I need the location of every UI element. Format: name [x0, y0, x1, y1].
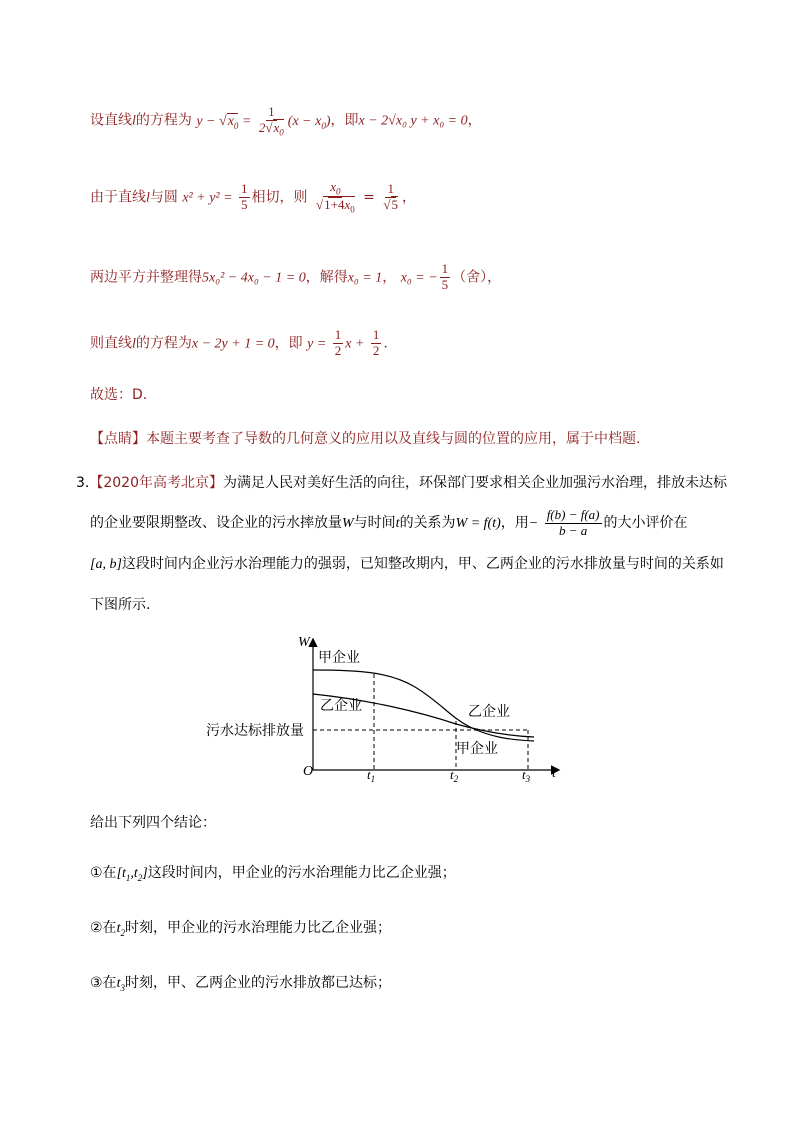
- solution-line-4: 则直线l的方程为x − 2y + 1 = 0，即 y = $\frac{1}{2}$ x + $\frac{1}{2}$ .: [90, 327, 388, 358]
- interval: [a, b]: [90, 557, 122, 572]
- slope-form: y =: [307, 336, 327, 352]
- text: 与时间: [353, 515, 396, 531]
- note-text: 本题主要考查了导数的几何意义的应用以及直线与圆的位置的应用，属于中档题.: [146, 431, 641, 447]
- text: ，: [467, 112, 482, 129]
- half-fraction: $\frac{1}{2}$: [334, 327, 342, 358]
- origin-label: O: [303, 764, 314, 779]
- text: ，解得: [305, 269, 348, 286]
- var-l: l: [146, 190, 150, 206]
- text: ，: [382, 269, 397, 286]
- solution-line-3: [90, 262, 501, 293]
- series-yi-label: 乙企业: [320, 698, 362, 714]
- series-jia-label-right: 甲企业: [456, 741, 498, 757]
- y-axis-label: W: [298, 635, 310, 650]
- text: ③在: [90, 975, 117, 991]
- q3-line-3: [76, 544, 736, 585]
- line-equation: x − 2y + 1 = 0: [191, 336, 275, 352]
- text: 的方程为: [135, 112, 192, 129]
- solution-line-1: [90, 105, 482, 138]
- text: 的企业要限期整改、设企业的污水摔放量: [90, 515, 342, 531]
- text: 设直线: [90, 112, 132, 129]
- q3-line-4: [76, 585, 736, 625]
- text: ，即: [274, 335, 303, 352]
- tick-t1: $t_1$: [367, 767, 376, 782]
- solution-1: x₀ = 1: [347, 270, 383, 286]
- text: 下图所示.: [90, 597, 151, 613]
- conclusion-2: ②在$t_2$时刻，甲企业的污水治理能力比乙企业强；: [90, 920, 391, 938]
- rate-fraction: $\frac{f(b) - f(a)}{b - a}$: [546, 506, 600, 538]
- var-t: t: [395, 516, 400, 531]
- text: ，即: [330, 112, 359, 129]
- text: 由于直线: [90, 189, 146, 206]
- question-number: 3.: [76, 475, 90, 491]
- text: 相切，则: [251, 189, 308, 206]
- note-line: [90, 428, 640, 448]
- answer-line: 故选：D.: [90, 387, 148, 403]
- var-W: W: [342, 516, 354, 531]
- var-l: l: [132, 113, 136, 129]
- text: 的方程为: [135, 335, 192, 352]
- question-3: [76, 463, 736, 625]
- line-equation-2: x − 2√x₀ y + x₀ = 0: [358, 113, 468, 129]
- text: 与圆: [149, 189, 178, 206]
- q3-line-2: 的企业要限期整改、设企业的污水摔放量W与时间t的关系为W = f(t)，用− $\frac{f(b) - f(a)}{b - a}$ 的大小评价在: [90, 506, 688, 538]
- half-fraction: $\frac{1}{2}$: [372, 327, 380, 358]
- text: 时刻，甲、乙两企业的污水排放都已达标；: [124, 975, 391, 991]
- text: ①在: [90, 865, 117, 881]
- tick-t2: $t_2$: [450, 767, 459, 782]
- note-tag: 【点睛】: [90, 431, 146, 447]
- solution-2: x₀ = −: [400, 270, 438, 286]
- text: 为满足人民对美好生活的向往，环保部门要求相关企业加强污水治理，排放未达标: [223, 475, 727, 491]
- conclusion-1: ①在$[t_1,t_2]$这段时间内，甲企业的污水治理能力比乙企业强；: [90, 865, 456, 883]
- text: 则直线: [90, 335, 132, 352]
- fraction-1-5: $\frac{1}{5}$: [241, 181, 248, 212]
- quadratic-equation: 5x₀² − 4x₀ − 1 = 0: [202, 270, 306, 286]
- standard-label: 污水达标排放量: [206, 723, 304, 739]
- var-l: l: [132, 336, 136, 352]
- text: ，用: [500, 515, 529, 531]
- conclusion-3: ③在$t_3$时刻，甲、乙两企业的污水排放都已达标；: [90, 975, 391, 993]
- text: ②在: [90, 920, 117, 936]
- circle-equation: x² + y² =: [182, 190, 233, 206]
- fraction-1-5: $\frac{1}{5}$: [441, 261, 449, 292]
- text: ，: [402, 189, 417, 206]
- conclusions-intro: 给出下列四个结论：: [90, 815, 216, 831]
- question-source: 【2020年高考北京】: [89, 475, 223, 491]
- solution-line-2: 由于直线l与圆 x² + y² = $\frac{1}{5}$ 相切，则 $\frac{x_0}{√1+4x_0}$ = $\frac{1}{√5}$ ，: [90, 179, 417, 215]
- text: 这段时间内企业污水治理能力的强弱，已知整改期内，甲、乙两企业的污水排放量与时间的关系如: [121, 556, 724, 572]
- text: 的大小评价在: [603, 515, 688, 531]
- text: .: [383, 335, 388, 352]
- text: 这段时间内，甲企业的污水治理能力比乙企业强；: [147, 865, 456, 881]
- tick-t3: $t_3$: [522, 767, 531, 782]
- text: 时刻，甲企业的污水治理能力比乙企业强；: [124, 920, 391, 936]
- pollution-chart: [200, 632, 600, 782]
- distance-fraction: $\frac{x_0}{√1+4x_0}$: [315, 179, 355, 215]
- series-yi-label-right: 乙企业: [468, 704, 510, 720]
- x-axis-label: t: [552, 766, 556, 781]
- text: （舍），: [452, 269, 502, 286]
- text: 的关系为: [399, 515, 456, 531]
- series-jia-label: 甲企业: [318, 650, 360, 666]
- text: 两边平方并整理得: [90, 269, 202, 286]
- q3-line-1: [76, 463, 736, 503]
- radius-fraction: $\frac{1}{√5}$: [383, 181, 399, 212]
- function: W = f(t): [455, 516, 501, 531]
- line-equation-1: $y - √x_0$ = $\frac{1}{2√x_0}$ $(x - x_0)$: [196, 104, 331, 138]
